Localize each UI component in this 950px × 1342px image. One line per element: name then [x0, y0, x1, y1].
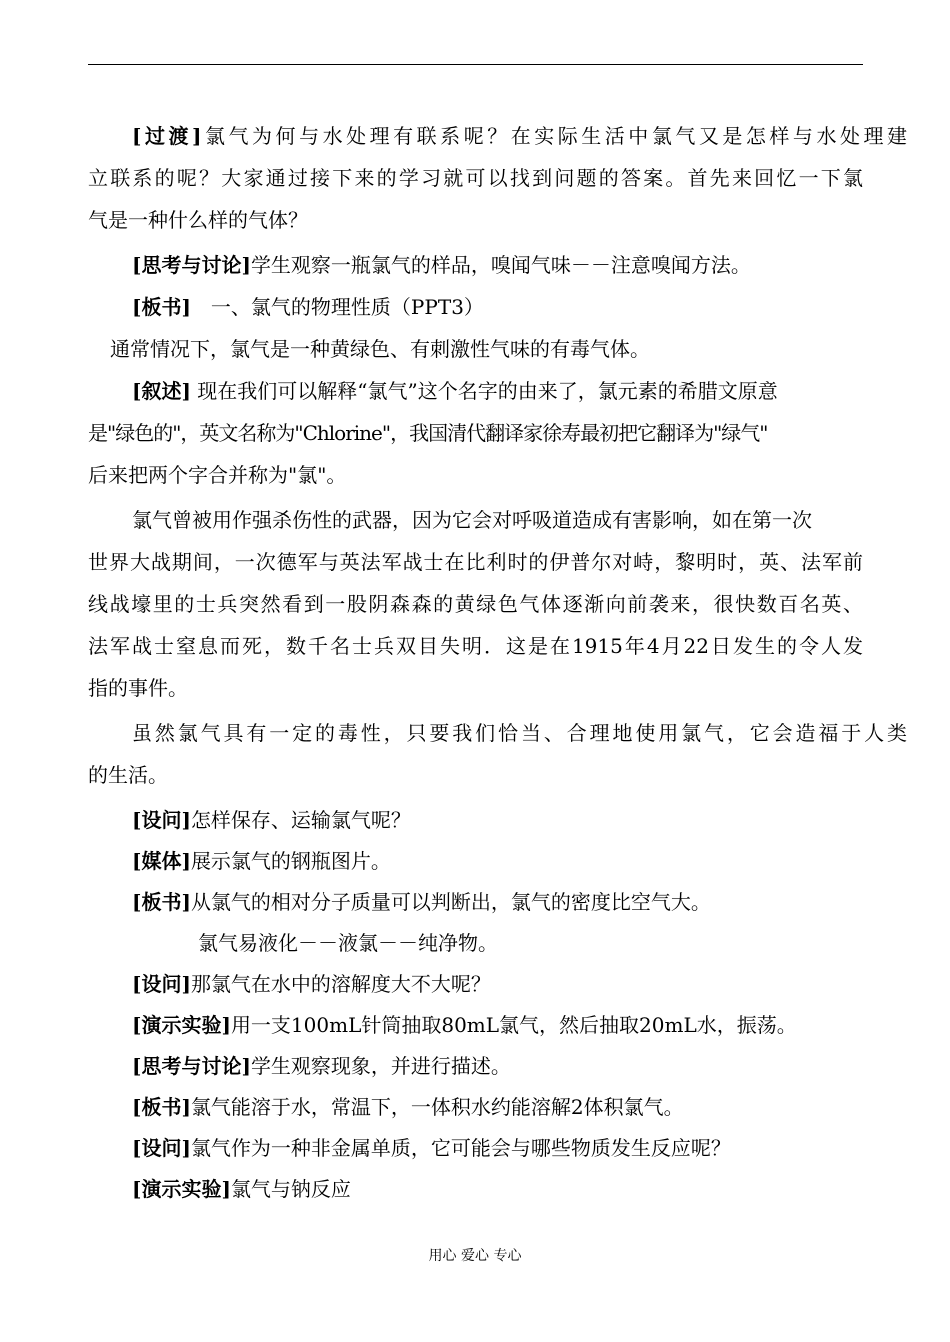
paragraph-line: 的生活。	[88, 763, 168, 787]
paragraph-line: [叙述] 现在我们可以解释“氯气”这个名字的由来了，氯元素的希腊文原意	[132, 379, 778, 403]
paragraph-line: 通常情况下，氯气是一种黄绿色、有刺激性气味的有毒气体。	[110, 337, 650, 361]
paragraph-tag: [设问]	[132, 972, 191, 996]
paragraph-tag: [板书]	[132, 890, 191, 914]
paragraph-line: [思考与讨论]学生观察一瓶氯气的样品，嗅闻气味－－注意嗅闻方法。	[132, 253, 751, 277]
paragraph-line: 气是一种什么样的气体？	[88, 208, 308, 232]
paragraph-tag: [演示实验]	[132, 1177, 231, 1201]
header-rule	[88, 64, 863, 65]
paragraph-tag: [叙述]	[132, 379, 191, 403]
paragraph-line: [设问]那氯气在水中的溶解度大不大呢？	[132, 972, 491, 996]
paragraph-tag: [媒体]	[132, 849, 191, 873]
paragraph-line: [过渡]氯气为何与水处理有联系呢？在实际生活中氯气又是怎样与水处理建	[132, 124, 907, 148]
paragraph-tag: [思考与讨论]	[132, 1054, 251, 1078]
paragraph-line: 氯气易液化－－液氯－－纯净物。	[198, 931, 498, 955]
paragraph-line: [媒体]展示氯气的钢瓶图片。	[132, 849, 391, 873]
paragraph-line: [演示实验]用一支100mL针筒抽取80mL氯气，然后抽取20mL水，振荡。	[132, 1013, 797, 1037]
paragraph-line: 世界大战期间，一次德军与英法军战士在比利时的伊普尔对峙，黎明时，英、法军前	[88, 550, 863, 574]
page-footer: 用心 爱心 专心	[428, 1248, 522, 1264]
paragraph-tag: [演示实验]	[132, 1013, 231, 1037]
paragraph-line: 指的事件。	[88, 676, 188, 700]
paragraph-line: 虽然氯气具有一定的毒性，只要我们恰当、合理地使用氯气，它会造福于人类	[132, 721, 907, 745]
paragraph-line: 法军战士窒息而死，数千名士兵双目失明．这是在1915年4月22日发生的令人发	[88, 634, 863, 658]
paragraph-line: [板书]从氯气的相对分子质量可以判断出，氯气的密度比空气大。	[132, 890, 711, 914]
paragraph-line: 是"绿色的"，英文名称为"Chlorine"，我国清代翻译家徐寿最初把它翻译为"绿气"	[88, 421, 768, 445]
paragraph-tag: [设问]	[132, 1136, 191, 1160]
paragraph-line: [演示实验]氯气与钠反应	[132, 1177, 351, 1201]
paragraph-tag: [板书]	[132, 1095, 191, 1119]
paragraph-line: [设问]氯气作为一种非金属单质，它可能会与哪些物质发生反应呢？	[132, 1136, 731, 1160]
paragraph-line: 后来把两个字合并称为"氯"。	[88, 463, 347, 487]
paragraph-tag: [板书]	[132, 295, 191, 319]
paragraph-tag: [设问]	[132, 808, 191, 832]
paragraph-line: [思考与讨论]学生观察现象，并进行描述。	[132, 1054, 511, 1078]
paragraph-tag: [过渡]	[132, 124, 202, 148]
paragraph-line: [设问]怎样保存、运输氯气呢？	[132, 808, 411, 832]
paragraph-line: 立联系的呢？大家通过接下来的学习就可以找到问题的答案。首先来回忆一下氯	[88, 166, 863, 190]
paragraph-tag: [思考与讨论]	[132, 253, 251, 277]
paragraph-line: 氯气曾被用作强杀伤性的武器，因为它会对呼吸道造成有害影响，如在第一次	[132, 508, 812, 532]
paragraph-line: [板书] 一、氯气的物理性质（PPT3）	[132, 295, 484, 319]
paragraph-line: 线战壕里的士兵突然看到一股阴森森的黄绿色气体逐渐向前袭来，很快数百名英、	[88, 592, 863, 616]
paragraph-line: [板书]氯气能溶于水，常温下，一体积水约能溶解2体积氯气。	[132, 1095, 684, 1119]
